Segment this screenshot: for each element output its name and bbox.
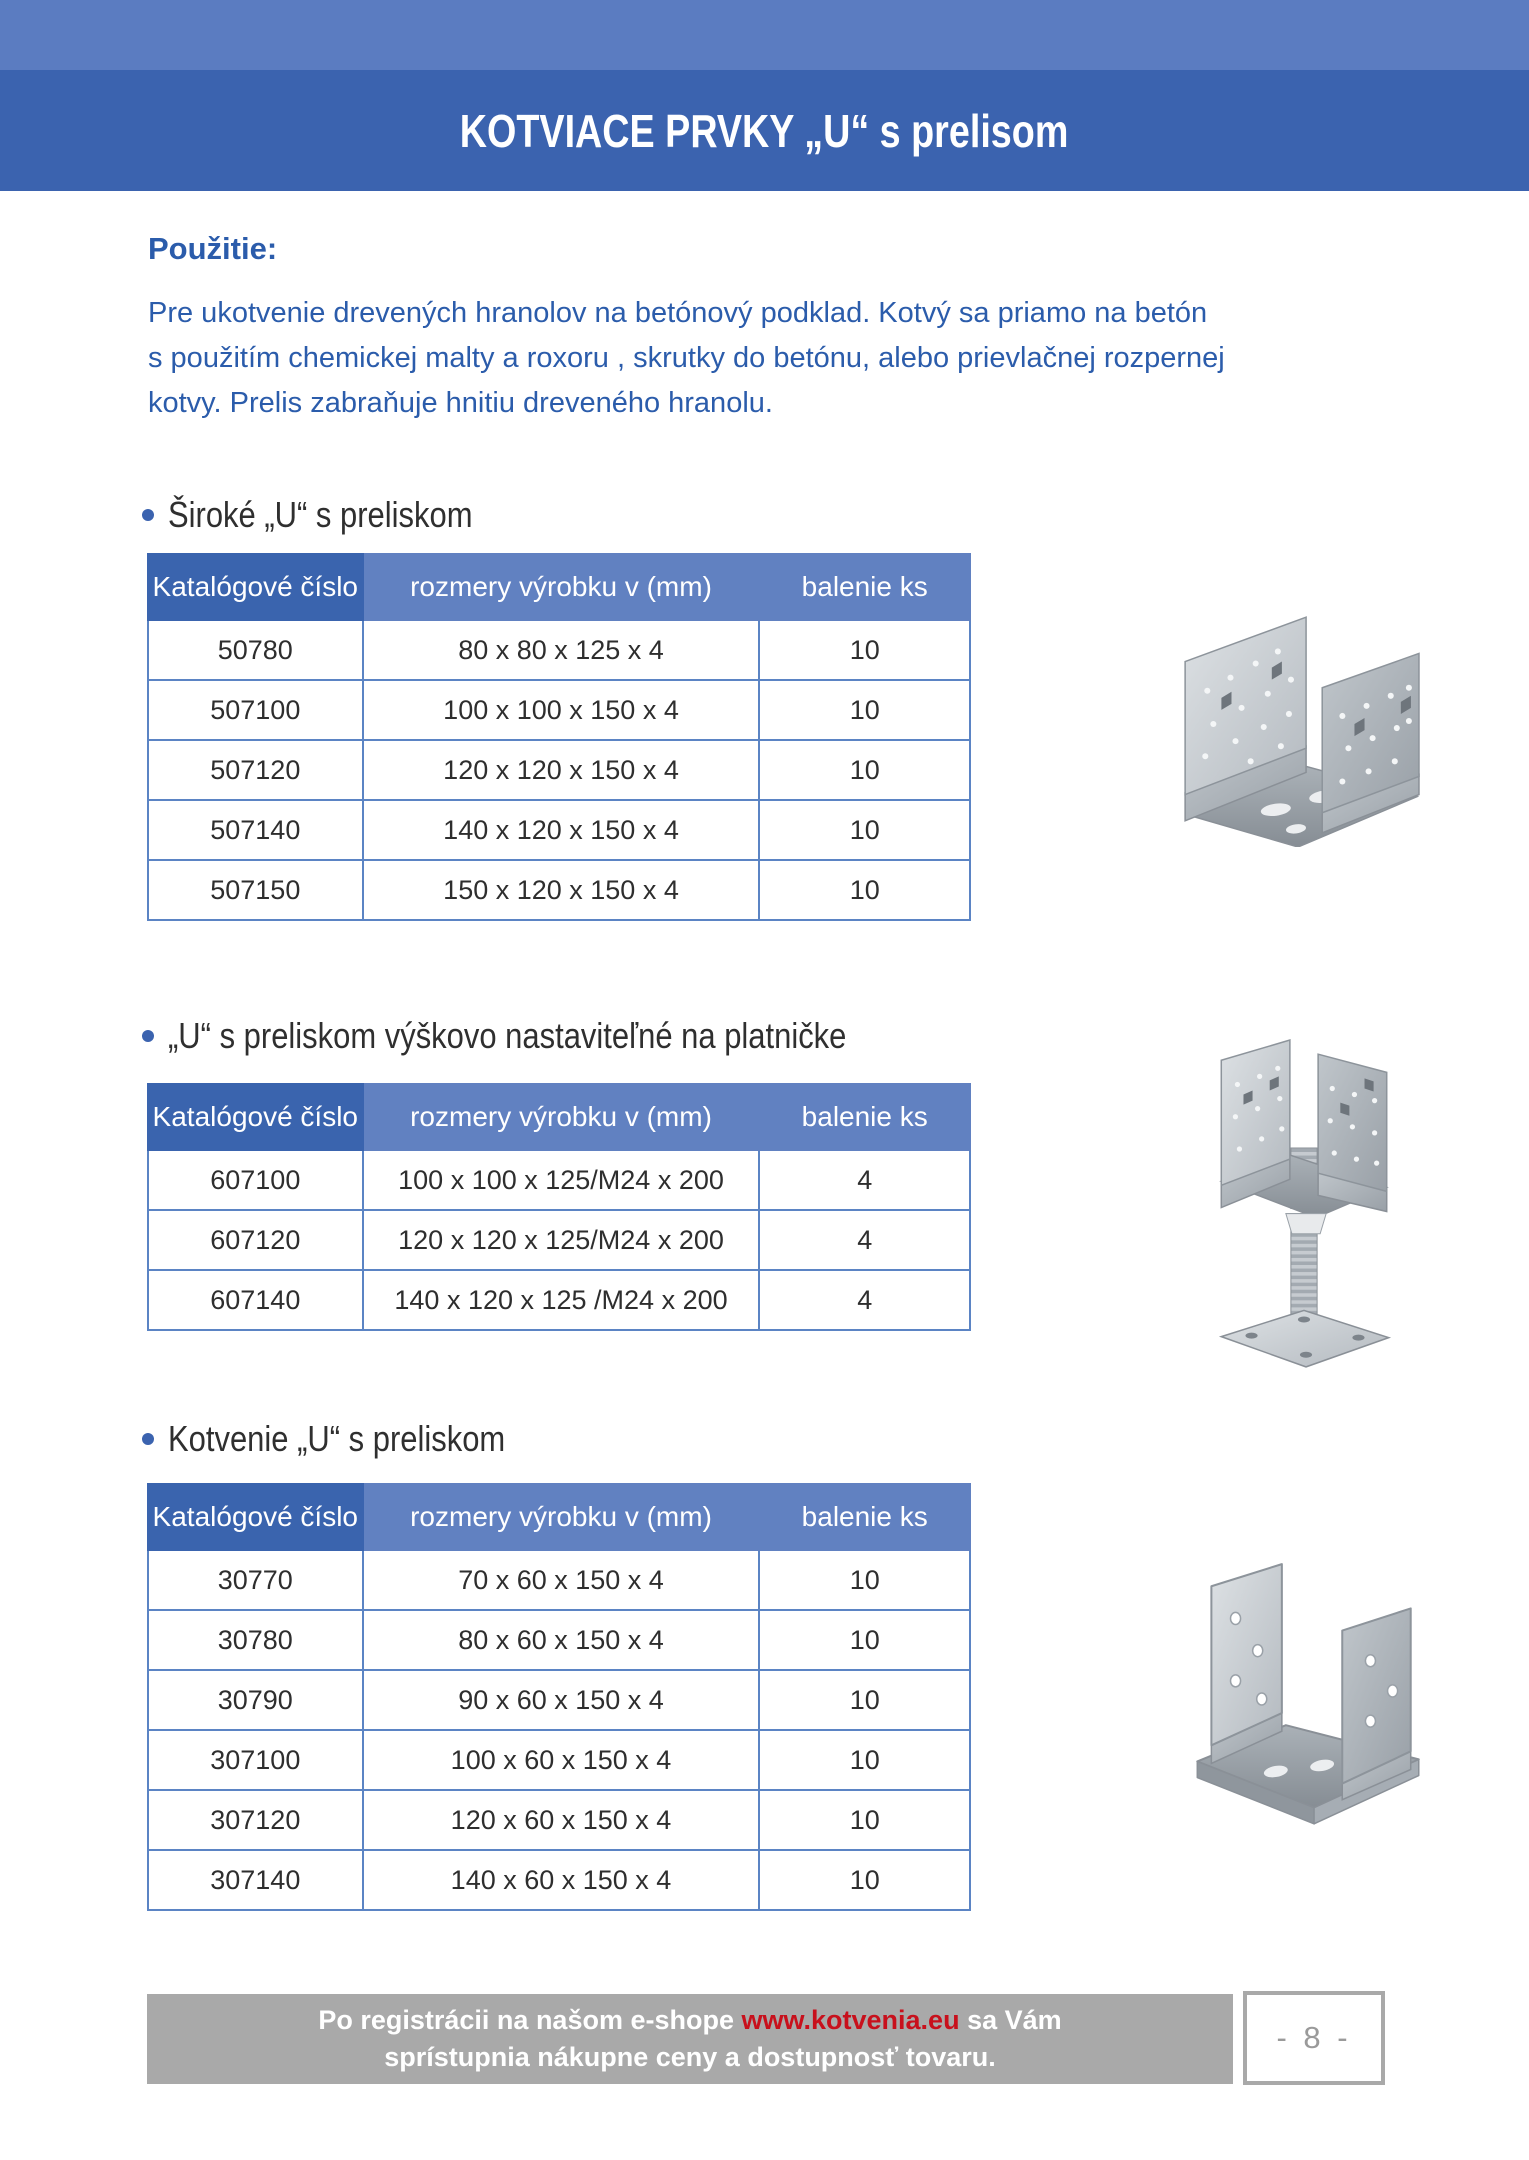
footer-text-after-link: sa Vám: [959, 2005, 1062, 2035]
table-cell: 10: [759, 1670, 970, 1730]
table-cell: 30780: [148, 1610, 363, 1670]
table-cell: 10: [759, 1790, 970, 1850]
table-cell: 10: [759, 1730, 970, 1790]
table-cell: 70 x 60 x 150 x 4: [363, 1550, 760, 1610]
table-row: [148, 680, 970, 740]
title-bar: [0, 70, 1529, 191]
table-cell: 140 x 60 x 150 x 4: [363, 1850, 760, 1910]
table-cell: 150 x 120 x 150 x 4: [363, 860, 760, 920]
usage-line: Pre ukotvenie drevených hranolov na betónový podklad. Kotvý sa priamo na betón: [148, 297, 1208, 329]
table-cell: 100 x 100 x 125/M24 x 200: [363, 1150, 760, 1210]
table-cell: 307100: [148, 1730, 363, 1790]
kotvenia-link[interactable]: www.kotvenia.eu: [741, 2005, 960, 2035]
table-cell: 607120: [148, 1210, 363, 1270]
table-cell: 90 x 60 x 150 x 4: [363, 1670, 760, 1730]
table-cell: 50780: [148, 620, 363, 680]
column-header: Katalógové číslo: [148, 1084, 363, 1150]
bullet-icon: [142, 1433, 154, 1445]
column-header: balenie ks: [759, 1084, 970, 1150]
table-row: [148, 1150, 970, 1210]
table-cell: 100 x 60 x 150 x 4: [363, 1730, 760, 1790]
header-band: [0, 0, 1529, 70]
table-cell: 10: [759, 620, 970, 680]
table-cell: 507140: [148, 800, 363, 860]
section-heading-wide-u: Široké „U“ s preliskom: [142, 494, 522, 536]
table-row: [148, 860, 970, 920]
table-cell: 507150: [148, 860, 363, 920]
table-cell: 10: [759, 680, 970, 740]
table-row: [148, 1790, 970, 1850]
table-cell: 30790: [148, 1670, 363, 1730]
table-row: [148, 1270, 970, 1330]
column-header: balenie ks: [759, 1484, 970, 1550]
table-cell: 140 x 120 x 150 x 4: [363, 800, 760, 860]
usage-line: kotvy. Prelis zabraňuje hnitiu dreveného hranolu.: [148, 387, 773, 419]
column-header: balenie ks: [759, 554, 970, 620]
table-cell: 4: [759, 1270, 970, 1330]
page-number: - 8 -: [1276, 2020, 1352, 2055]
table-row: [148, 1850, 970, 1910]
table-cell: 100 x 100 x 150 x 4: [363, 680, 760, 740]
wide-u-bracket-image: [1150, 595, 1442, 847]
column-header: rozmery výrobku v (mm): [363, 554, 760, 620]
table-cell: 10: [759, 1850, 970, 1910]
table-cell: 120 x 120 x 150 x 4: [363, 740, 760, 800]
column-header: Katalógové číslo: [148, 1484, 363, 1550]
bullet-icon: [142, 509, 154, 521]
table-cell: 307140: [148, 1850, 363, 1910]
table-cell: 307120: [148, 1790, 363, 1850]
table-cell: 607140: [148, 1270, 363, 1330]
table-row: [148, 620, 970, 680]
column-header: Katalógové číslo: [148, 554, 363, 620]
table-cell: 120 x 120 x 125/M24 x 200: [363, 1210, 760, 1270]
table-row: [148, 1550, 970, 1610]
table-cell: 10: [759, 860, 970, 920]
usage-paragraph: [148, 291, 1225, 426]
page-number-box: [1243, 1991, 1385, 2085]
table-row: [148, 740, 970, 800]
table-cell: 507100: [148, 680, 363, 740]
catalog-table-wide-u: [147, 553, 971, 921]
adjustable-u-bracket-image: [1193, 1032, 1415, 1380]
table-cell: 10: [759, 800, 970, 860]
table-cell: 4: [759, 1150, 970, 1210]
footer-line2: sprístupnia nákupne ceny a dostupnosť tovaru.: [384, 2042, 996, 2072]
column-header: rozmery výrobku v (mm): [363, 1084, 760, 1150]
table-cell: 4: [759, 1210, 970, 1270]
table-cell: 507120: [148, 740, 363, 800]
table-cell: 30770: [148, 1550, 363, 1610]
table-cell: 140 x 120 x 125 /M24 x 200: [363, 1270, 760, 1330]
page-title: KOTVIACE PRVKY „U“ s prelisom: [460, 104, 1069, 157]
table-row: [148, 1730, 970, 1790]
table-cell: 80 x 80 x 125 x 4: [363, 620, 760, 680]
section-heading-adjustable-u: „U“ s preliskom výškovo nastaviteľné na platničke: [142, 1015, 957, 1057]
table-cell: 607100: [148, 1150, 363, 1210]
column-header: rozmery výrobku v (mm): [363, 1484, 760, 1550]
table-row: [148, 1670, 970, 1730]
table-cell: 10: [759, 1550, 970, 1610]
table-cell: 10: [759, 740, 970, 800]
table-row: [148, 1210, 970, 1270]
table-cell: 10: [759, 1610, 970, 1670]
footer-text-before-link: Po registrácii na našom e-shope: [318, 2005, 742, 2035]
table-cell: 80 x 60 x 150 x 4: [363, 1610, 760, 1670]
catalog-table-adjustable-u: [147, 1083, 971, 1331]
table-row: [148, 1610, 970, 1670]
footer-line1: [318, 2002, 1061, 2039]
section-heading-kotvenie-u: Kotvenie „U“ s preliskom: [142, 1418, 560, 1460]
footer-registration-note: [147, 1994, 1233, 2084]
table-cell: 120 x 60 x 150 x 4: [363, 1790, 760, 1850]
usage-heading: Použitie:: [148, 231, 278, 266]
u-anchor-bracket-image: [1158, 1548, 1450, 1850]
catalog-table-kotvenie-u: [147, 1483, 971, 1911]
bullet-icon: [142, 1030, 154, 1042]
table-row: [148, 800, 970, 860]
usage-line: s použitím chemickej malty a roxoru , skrutky do betónu, alebo prievlačnej rozpernej: [148, 342, 1225, 374]
